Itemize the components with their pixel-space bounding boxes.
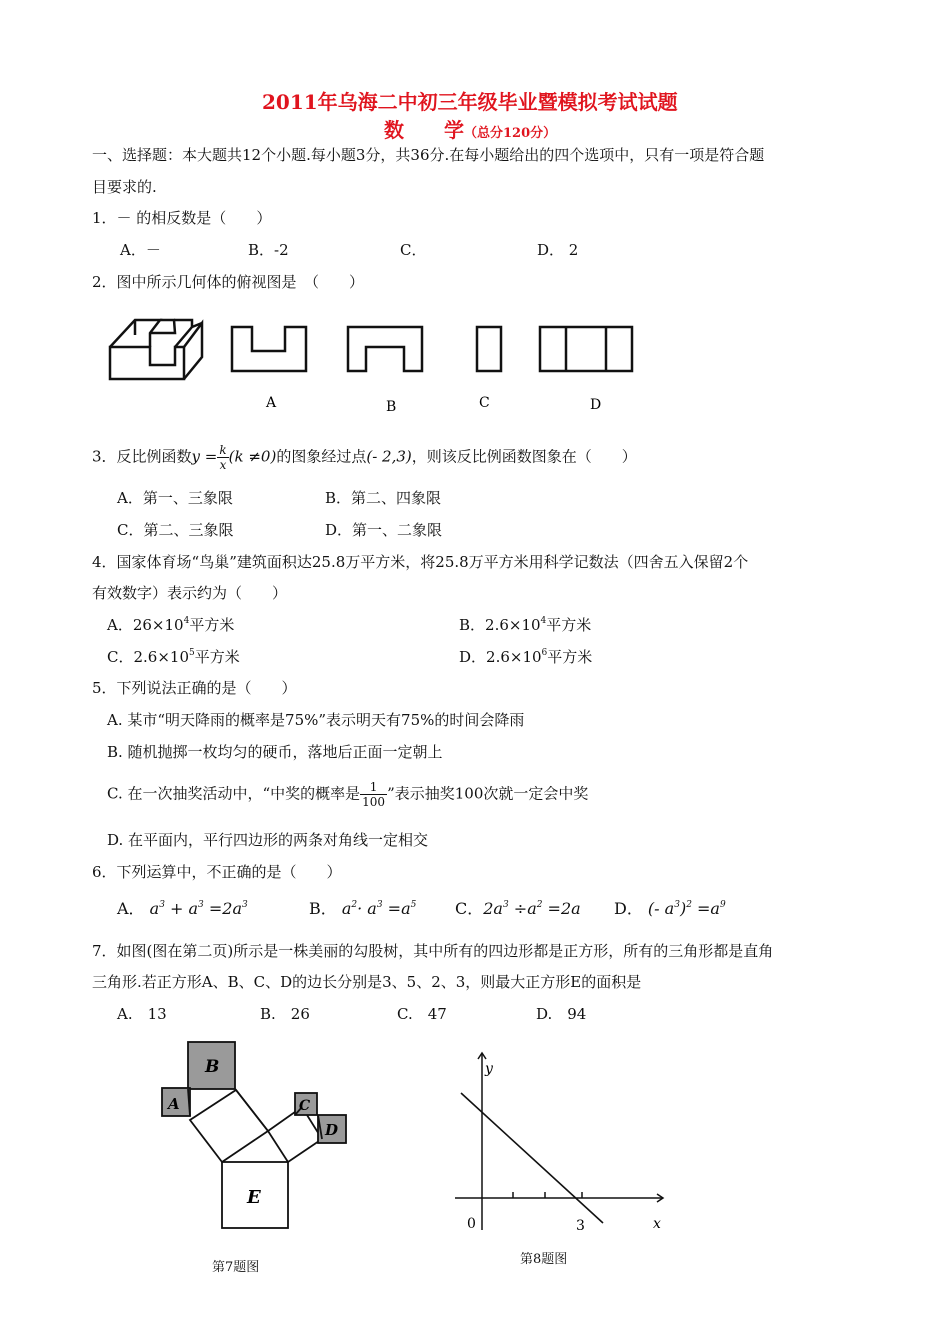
q2-stem: 2．图中所示几何体的俯视图是 （ ） [92, 273, 365, 291]
q6-c-label: C． [455, 899, 484, 918]
q6-option-a [117, 899, 248, 919]
q6-option-c [455, 899, 581, 919]
fig7-pythagoras-tree [150, 1035, 360, 1245]
q6-b-expr: $a^2\cdot a^3 =a^5$ [336, 899, 417, 918]
page-title: 2011年乌海二中初三年级毕业暨模拟考试试题 [262, 90, 678, 114]
q6-b-label: B． [309, 899, 337, 918]
q4-option-b [459, 615, 591, 635]
q5-c-num: 1 [360, 780, 387, 795]
q4-d-unit: 平方米 [547, 648, 593, 666]
q2-label-d: D [590, 397, 602, 413]
q5-option-d: D. 在平面内，平行四边形的两条对角线一定相交 [107, 831, 429, 849]
fig8-caption: 第8题图 [520, 1252, 568, 1267]
q3-stem [92, 443, 637, 472]
section-intro-line1: 一、选择题：本大题共12个小题.每小题3分，共36分.在每小题给出的四个选项中，只有一项是符合题 [92, 146, 765, 164]
q3-fraction [217, 443, 228, 472]
fig8-x-label: x [653, 1216, 661, 1232]
q5-c-den: 100 [362, 795, 386, 809]
q6-c-expr: $2a^3 \div a^2 =2a$ [483, 899, 581, 918]
q3-fn-den: x [219, 458, 227, 472]
q4-option-d [459, 647, 592, 667]
q7-line1: 7．如图(图在第二页)所示是一株美丽的勾股树，其中所有的四边形都是正方形，所有的三角形都是直角 [92, 942, 774, 960]
q2-option-b-figure [348, 327, 422, 371]
q1-option-c: C． [400, 241, 427, 259]
q3-option-d: D．第一、二象限 [325, 521, 443, 539]
q4-c-unit: 平方米 [194, 648, 240, 666]
q6-stem: 6．下列运算中，不正确的是（ ） [92, 863, 342, 881]
q6-d-label: D． [614, 899, 643, 918]
fig8-y-label: y [485, 1061, 493, 1077]
q3-point: (- 2,3) [366, 447, 412, 466]
q1-option-d: D． 2 [537, 241, 579, 259]
q2-label-b: B [386, 399, 397, 415]
q3-fn-num: k [219, 443, 227, 457]
q5-option-b: B. 随机抛掷一枚均匀的硬币，落地后正面一定朝上 [107, 743, 443, 761]
q4-option-a [107, 615, 234, 635]
q6-a-label: A． [117, 899, 145, 918]
q7-option-b: B. 26 [260, 1005, 310, 1023]
q4-a-unit: 平方米 [189, 616, 235, 634]
label-c: C [299, 1098, 311, 1114]
label-d: D [325, 1121, 339, 1139]
square-left-middle [190, 1090, 268, 1162]
q6-option-b [309, 899, 416, 919]
q2-figures [100, 305, 660, 420]
label-a: A [168, 1095, 180, 1113]
q3-option-b: B．第二、四象限 [325, 489, 442, 507]
q3-option-c: C．第二、三象限 [117, 521, 234, 539]
q4-d-base: D．2.6×10 [459, 648, 542, 666]
q4-b-unit: 平方米 [546, 616, 592, 634]
q4-b-exp: 4 [540, 616, 547, 626]
q3-mid: 的图象经过点 [276, 447, 367, 466]
q7-option-a: A. 13 [117, 1005, 167, 1023]
q1-option-a: A．－ [120, 241, 161, 259]
q2-option-c-figure [477, 327, 501, 371]
q2-option-d-figure [540, 327, 632, 371]
q2-label-c: C [479, 395, 490, 411]
q3-pre: 3．反比例函数 [92, 447, 192, 466]
fig8-three-label: 3 [576, 1218, 585, 1234]
q3-condition: (k ≠0) [228, 447, 277, 466]
q5-option-c [107, 780, 588, 809]
q2-option-a-figure [232, 327, 306, 371]
fig8-origin-label: 0 [467, 1216, 476, 1232]
q6-option-d [614, 899, 726, 919]
score-note: （总分120分） [464, 126, 557, 141]
q5-c-fraction [360, 780, 387, 809]
q5-option-a: A. 某市“明天降雨的概率是75%”表示明天有75%的时间会降雨 [107, 711, 525, 729]
q5-c-post: ”表示抽奖100次就一定会中奖 [387, 784, 589, 803]
section-intro-line2: 目要求的. [92, 178, 157, 196]
q4-c-exp: 5 [189, 648, 195, 658]
q6-a-expr: $a^3 + a^3 =2a^3$ [144, 899, 248, 918]
q2-label-a: A [266, 395, 277, 411]
fig8-line-graph [445, 1045, 675, 1240]
q3-fn-y: y = [191, 447, 218, 466]
q4-d-exp: 6 [541, 648, 548, 658]
subject-line [384, 120, 556, 144]
q4-c-base: C．2.6×10 [107, 648, 189, 666]
q3-post: ，则该反比例函数图象在（ ） [411, 447, 637, 466]
q4-option-c [107, 647, 240, 667]
label-b: B [205, 1057, 220, 1077]
q6-d-expr: (- $a^3)^2 =a^9$ [642, 899, 726, 918]
q4-a-exp: 4 [183, 616, 190, 626]
q7-option-d: D. 94 [536, 1005, 587, 1023]
q1-option-b: B．-2 [248, 241, 289, 259]
q4-b-base: B．2.6×10 [459, 616, 541, 634]
q2-solid-figure [110, 320, 202, 379]
q7-line2: 三角形.若正方形A、B、C、D的边长分别是3、5、2、3，则最大正方形E的面积是 [92, 973, 642, 991]
q5-c-pre: C. 在一次抽奖活动中，“中奖的概率是 [107, 784, 361, 803]
q4-a-base: A．26×10 [107, 616, 184, 634]
q4-line1: 4．国家体育场“鸟巢”建筑面积达25.8万平方米，将25.8万平方米用科学记数法（四舍五入保留2个 [92, 553, 749, 571]
q1-stem: 1．－ 的相反数是（ ） [92, 209, 272, 227]
label-e: E [247, 1187, 261, 1208]
fig7-caption: 第7题图 [212, 1260, 260, 1275]
q3-option-a: A．第一、三象限 [117, 489, 233, 507]
q7-option-c: C. 47 [397, 1005, 447, 1023]
q5-stem: 5．下列说法正确的是（ ） [92, 679, 297, 697]
q4-line2: 有效数字）表示约为（ ） [92, 584, 288, 602]
subject-title: 数 学 [384, 118, 464, 142]
